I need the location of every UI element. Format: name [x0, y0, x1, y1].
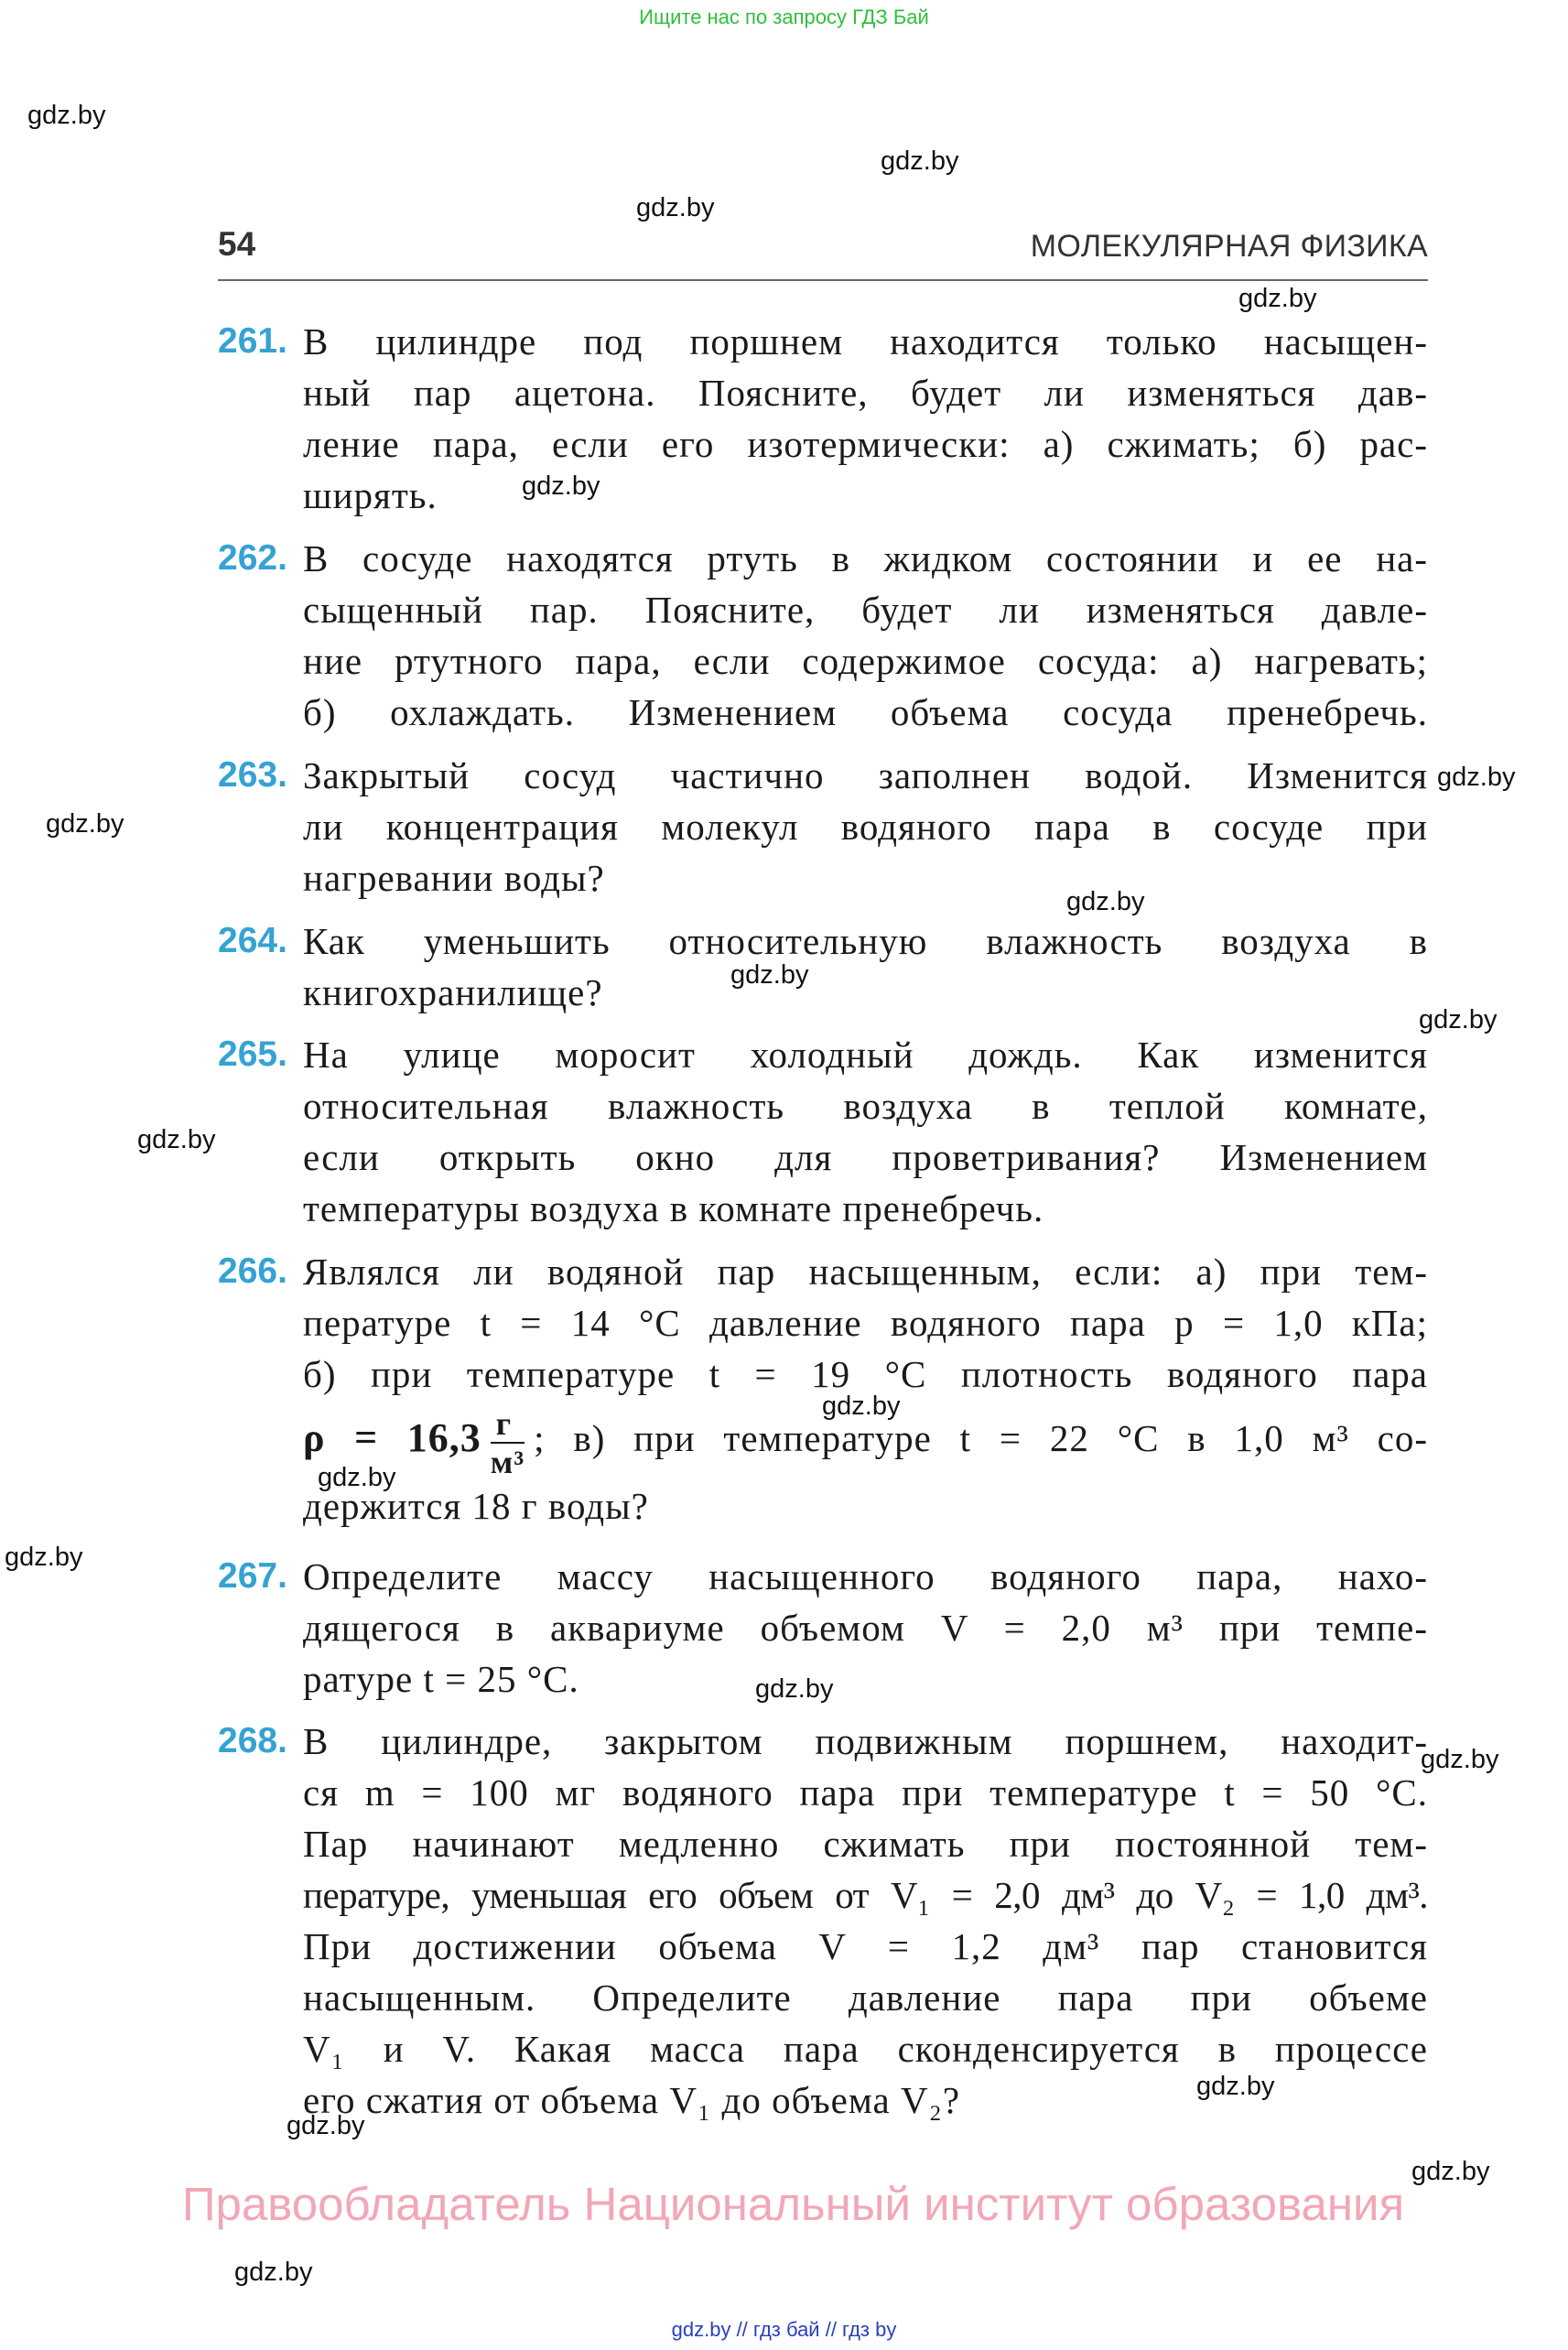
density-value: ρ = 16,3 — [303, 1415, 481, 1460]
problem-line: держится 18 г воды? — [303, 1484, 649, 1527]
problem-line: ление пара, если его изотермически: а) сжимать; б) рас- — [303, 423, 1428, 465]
problem-number: 267. — [218, 1556, 287, 1596]
problem-line: ся m = 100 мг водяного пара при температуре t = 50 °С. — [303, 1771, 1428, 1814]
watermark: gdz.by — [1419, 1005, 1498, 1034]
problem-261 — [218, 316, 1428, 521]
fraction-denominator: м³ — [490, 1443, 525, 1480]
formula-line — [303, 1400, 1428, 1480]
problem-line: В цилиндре, закрытом подвижным поршнем, находит- — [303, 1720, 1428, 1762]
watermark: gdz.by — [137, 1125, 216, 1154]
problem-line: б) при температуре t = 19 °С плотность водяного пара — [303, 1353, 1428, 1395]
watermark: gdz.by — [1066, 887, 1145, 916]
top-banner[interactable]: Ищите нас по запросу ГДЗ Бай — [639, 5, 929, 28]
problem-line: ратуре t = 25 °С. — [303, 1658, 579, 1700]
problem-number: 266. — [218, 1251, 287, 1291]
problem-line: сыщенный пар. Поясните, будет ли изменяться давле- — [303, 589, 1428, 631]
unit-fraction — [491, 1405, 524, 1480]
problem-line: если открыть окно для проветривания? Изменением — [303, 1136, 1428, 1178]
section-title: МОЛЕКУЛЯРНАЯ ФИЗИКА — [1030, 229, 1428, 264]
problem-262 — [218, 533, 1428, 738]
problem-line: дящегося в аквариуме объемом V = 2,0 м³ при темпе- — [303, 1607, 1428, 1649]
problem-line: В сосуде находятся ртуть в жидком состоянии и ее на- — [303, 537, 1428, 579]
problem-line: На улице моросит холодный дождь. Как изменится — [303, 1034, 1428, 1076]
watermark: gdz.by — [1411, 2157, 1490, 2186]
problem-line: ный пар ацетона. Поясните, будет ли изменяться дав- — [303, 372, 1428, 414]
problem-number: 268. — [218, 1721, 287, 1760]
watermark: gdz.by — [318, 1463, 396, 1492]
fraction-numerator: г — [491, 1405, 524, 1444]
problem-number: 265. — [218, 1034, 287, 1074]
problem-line: ширять. — [303, 474, 438, 516]
watermark: gdz.by — [822, 1392, 901, 1421]
problem-line: V₁ и V. Какая масса пара сконденсируется в процессе — [303, 2028, 1428, 2070]
problem-line: Определите массу насыщенного водяного пара, нахо- — [303, 1555, 1428, 1597]
header-divider — [218, 279, 1428, 281]
problem-line: температуры воздуха в комнате пренебречь. — [303, 1187, 1044, 1229]
problem-line: насыщенным. Определите давление пара при объеме — [303, 1976, 1428, 2019]
problem-line: При достижении объема V = 1,2 дм³ пар становится — [303, 1925, 1428, 1967]
problem-line: Являлся ли водяной пар насыщенным, если: а) при тем- — [303, 1251, 1428, 1293]
watermark: gdz.by — [46, 809, 124, 839]
watermark: gdz.by — [755, 1674, 834, 1704]
footer-links[interactable]: gdz.by // гдз бай // гдз by — [671, 2318, 897, 2341]
problem-line: пературе t = 14 °С давление водяного пара p = 1,0 кПа; — [303, 1302, 1428, 1344]
problem-line: Закрытый сосуд частично заполнен водой. Изменится — [303, 754, 1428, 796]
problem-line: пературе, уменьшая его объем от V₁ = 2,0 дм³ до V₂ = 1,0 дм³. — [303, 1874, 1428, 1916]
problem-line: его сжатия от объема V₁ до объема V₂? — [303, 2079, 961, 2121]
problem-267 — [218, 1551, 1428, 1705]
watermark: gdz.by — [27, 101, 106, 130]
problem-number: 263. — [218, 755, 287, 795]
problem-265 — [218, 1029, 1428, 1234]
watermark: gdz.by — [730, 960, 809, 990]
problem-line: книгохранилище? — [303, 971, 603, 1013]
watermark: gdz.by — [522, 471, 600, 501]
watermark: gdz.by — [1437, 763, 1516, 792]
problem-line: ние ртутного пара, если содержимое сосуда: а) нагревать; — [303, 640, 1428, 682]
problem-263 — [218, 750, 1428, 904]
problem-line: нагревании воды? — [303, 857, 605, 899]
problem-number: 264. — [218, 921, 287, 960]
problem-line: В цилиндре под поршнем находится только насыщен- — [303, 320, 1428, 363]
problem-266 — [218, 1246, 1428, 1532]
watermark: gdz.by — [5, 1543, 83, 1572]
watermark: gdz.by — [636, 193, 715, 222]
watermark: gdz.by — [1196, 2072, 1275, 2101]
watermark: gdz.by — [234, 2258, 313, 2287]
problem-line: Пар начинают медленно сжимать при постоянной тем- — [303, 1823, 1428, 1865]
watermark: gdz.by — [1238, 284, 1317, 313]
problem-line: относительная влажность воздуха в теплой комнате, — [303, 1085, 1428, 1127]
problem-line: Как уменьшить относительную влажность воздуха в — [303, 920, 1428, 962]
watermark: gdz.by — [881, 146, 959, 176]
problem-268 — [218, 1716, 1428, 2126]
page-number: 54 — [218, 225, 256, 263]
problem-line: ли концентрация молекул водяного пара в сосуде при — [303, 806, 1428, 848]
copyright-notice: Правообладатель Национальный институт образования — [181, 2178, 1405, 2230]
watermark: gdz.by — [287, 2111, 365, 2140]
problem-line: б) охлаждать. Изменением объема сосуда пренебречь. — [303, 691, 1428, 733]
problem-number: 261. — [218, 321, 287, 361]
problem-264 — [218, 915, 1428, 1018]
watermark: gdz.by — [1421, 1745, 1499, 1774]
problem-number: 262. — [218, 538, 287, 578]
formula-rest: ; в) при температуре t = 22 °С в 1,0 м³ со- — [534, 1417, 1428, 1459]
